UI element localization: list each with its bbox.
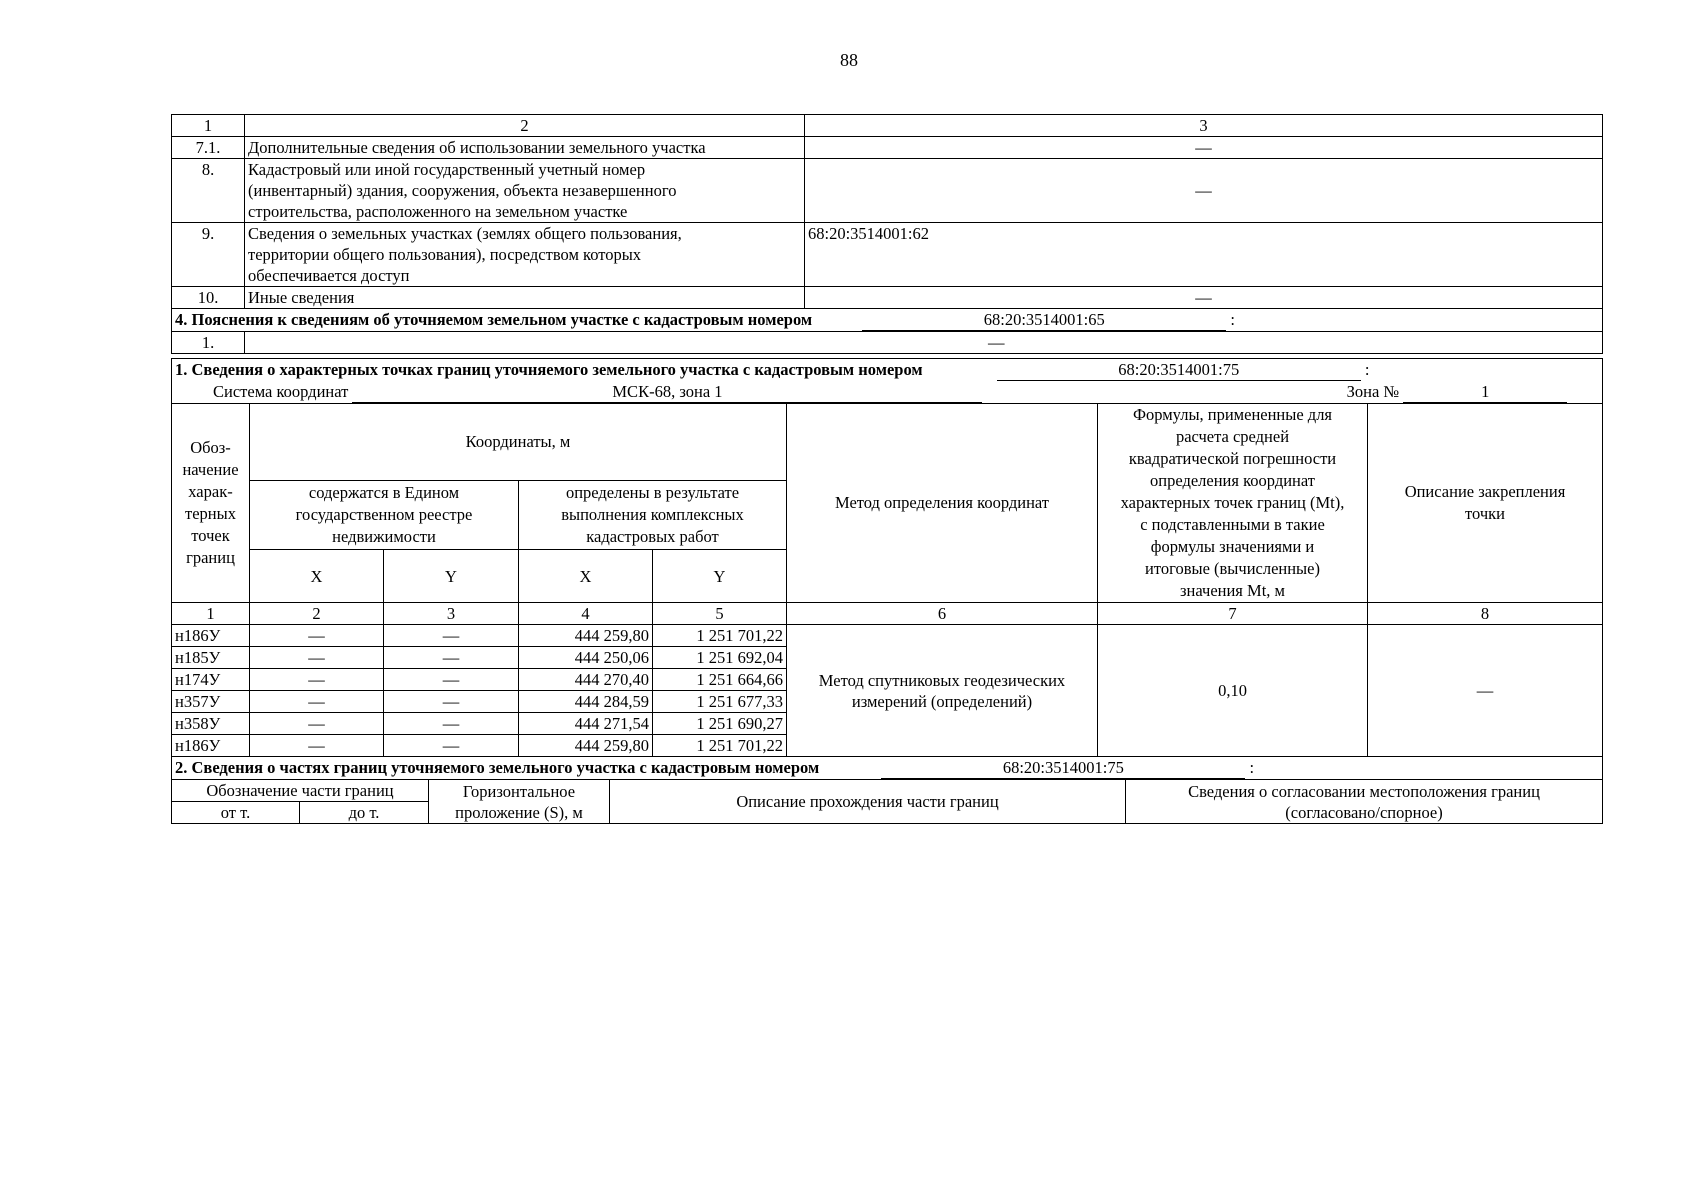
section4-title xyxy=(172,309,1603,332)
section-title-text: 2. Сведения о частях границ уточняемого земельного участка с кадастровым номером xyxy=(175,758,820,777)
egrn-y: — xyxy=(384,625,519,647)
point-name: н185У xyxy=(172,647,250,669)
section-title-text: 1. Сведения о характерных точках границ уточняемого земельного участка с кадастровым номером xyxy=(175,360,923,379)
row-label-line: обеспечивается доступ xyxy=(248,266,410,285)
section4-title-row xyxy=(172,309,1603,332)
row-label-line: строительства, расположенного на земельном участке xyxy=(248,202,628,221)
table-row xyxy=(172,223,1603,287)
row-label-line: территории общего пользования), посредством которых xyxy=(248,245,642,264)
table-row xyxy=(172,159,1603,223)
fixing-value: — xyxy=(1368,625,1603,757)
row-label-line: (инвентарный) здания, сооружения, объекта незавершенного xyxy=(248,181,677,200)
to-header: до т. xyxy=(300,802,429,824)
point-name: н357У xyxy=(172,691,250,713)
table-header-row xyxy=(172,115,1603,137)
header-line: формулы значениями и xyxy=(1150,537,1315,556)
header-line: квадратической погрешности xyxy=(1128,449,1337,468)
col-header-2: 2 xyxy=(245,115,805,137)
section2-title xyxy=(172,757,1603,780)
colon: : xyxy=(1249,758,1255,777)
header-line: начение xyxy=(182,460,239,479)
header-line: проложение (S), м xyxy=(455,802,583,822)
parts-header-row xyxy=(172,780,1603,802)
agreement-header xyxy=(1126,780,1603,824)
document xyxy=(171,114,1603,824)
point-name: н174У xyxy=(172,669,250,691)
point-name: н186У xyxy=(172,625,250,647)
complex-header xyxy=(519,481,787,550)
header-line: государственном реестре xyxy=(295,505,473,524)
x-header: X xyxy=(519,550,653,603)
header-line: терных xyxy=(185,504,236,523)
row-label xyxy=(245,223,805,287)
row-number: 10. xyxy=(172,287,245,309)
header-line: выполнения комплексных xyxy=(561,505,744,524)
egrn-x: — xyxy=(250,691,384,713)
row-number: 1. xyxy=(172,332,245,354)
point-y: 1 251 677,33 xyxy=(653,691,787,713)
point-y: 1 251 692,04 xyxy=(653,647,787,669)
point-y: 1 251 690,27 xyxy=(653,713,787,735)
point-x: 444 250,06 xyxy=(519,647,653,669)
horizontal-header xyxy=(429,780,610,824)
row-value: 68:20:3514001:62 xyxy=(805,223,1603,287)
header-row xyxy=(172,404,1603,481)
y-header: Y xyxy=(653,550,787,603)
header-line: Сведения о согласовании местоположения границ xyxy=(1188,781,1540,801)
point-x: 444 259,80 xyxy=(519,735,653,757)
header-line: Горизонтальное xyxy=(462,781,576,801)
col-number: 2 xyxy=(250,603,384,625)
method-line: измерений (определений) xyxy=(851,691,1033,711)
coord-system-value: МСК-68, зона 1 xyxy=(352,381,982,403)
egrn-x: — xyxy=(250,647,384,669)
point-name: н186У xyxy=(172,735,250,757)
table-row xyxy=(172,137,1603,159)
egrn-y: — xyxy=(384,713,519,735)
part-designation-header: Обозначение части границ xyxy=(172,780,429,802)
header-line: определения координат xyxy=(1150,471,1315,490)
zone-value: 1 xyxy=(1403,381,1567,403)
coords-header: Координаты, м xyxy=(250,404,787,481)
zone-label: Зона № xyxy=(1346,382,1400,401)
point-y: 1 251 701,22 xyxy=(653,625,787,647)
col-header-1: 1 xyxy=(172,115,245,137)
row-label xyxy=(245,159,805,223)
point-x: 444 259,80 xyxy=(519,625,653,647)
row-label-line: Сведения о земельных участках (землях общего пользования, xyxy=(248,224,682,243)
header-line: определены в результате xyxy=(565,483,740,502)
cadastral-number: 68:20:3514001:65 xyxy=(862,309,1226,331)
header-line: расчета средней xyxy=(1175,427,1290,446)
section1-title xyxy=(172,359,1603,382)
header-line: Описание закрепления xyxy=(1404,482,1566,501)
header-line: содержатся в Едином xyxy=(308,483,460,502)
col-number: 3 xyxy=(384,603,519,625)
egrn-y: — xyxy=(384,647,519,669)
table-row xyxy=(172,332,1603,354)
fixing-header xyxy=(1368,404,1603,603)
col-number-row xyxy=(172,603,1603,625)
coord-system xyxy=(172,381,1603,404)
egrn-y: — xyxy=(384,735,519,757)
method-header: Метод определения координат xyxy=(787,404,1098,603)
method-line: Метод спутниковых геодезических xyxy=(818,670,1066,690)
point-x: 444 284,59 xyxy=(519,691,653,713)
egrn-x: — xyxy=(250,625,384,647)
col-number: 7 xyxy=(1098,603,1368,625)
row-label: Дополнительные сведения об использовании земельного участка xyxy=(245,137,805,159)
col-header-3: 3 xyxy=(805,115,1603,137)
header-line: недвижимости xyxy=(332,527,436,546)
header-line: с подставленными в такие xyxy=(1140,515,1325,534)
header-line: харак- xyxy=(188,482,233,501)
header-line: точки xyxy=(1465,504,1505,523)
point-name: н358У xyxy=(172,713,250,735)
row-number: 9. xyxy=(172,223,245,287)
header-line: Формулы, примененные для xyxy=(1132,405,1333,424)
cadastral-number: 68:20:3514001:75 xyxy=(997,359,1361,381)
top-table xyxy=(171,114,1603,354)
section2-title-row xyxy=(172,757,1603,780)
header-line: кадастровых работ xyxy=(586,527,719,546)
row-value: — xyxy=(805,287,1603,309)
col-number: 1 xyxy=(172,603,250,625)
egrn-x: — xyxy=(250,735,384,757)
y-header: Y xyxy=(384,550,519,603)
egrn-y: — xyxy=(384,691,519,713)
row-label: Иные сведения xyxy=(245,287,805,309)
col-number: 6 xyxy=(787,603,1098,625)
egrn-x: — xyxy=(250,713,384,735)
header-line: Обоз- xyxy=(190,438,231,457)
row-value xyxy=(245,332,1603,354)
points-table xyxy=(171,358,1603,780)
header-line: характерных точек границ (Mt), xyxy=(1120,493,1345,512)
col-number: 4 xyxy=(519,603,653,625)
point-row xyxy=(172,625,1603,647)
row-value: — xyxy=(805,137,1603,159)
x-header: X xyxy=(250,550,384,603)
row-value: — xyxy=(805,159,1603,223)
colon: : xyxy=(1230,310,1235,329)
point-y: 1 251 701,22 xyxy=(653,735,787,757)
header-line: границ xyxy=(186,548,235,567)
parts-table xyxy=(171,780,1603,824)
colon: : xyxy=(1364,360,1370,379)
from-header: от т. xyxy=(172,802,300,824)
formulas-header xyxy=(1098,404,1368,603)
point-y: 1 251 664,66 xyxy=(653,669,787,691)
point-x: 444 271,54 xyxy=(519,713,653,735)
table-row xyxy=(172,287,1603,309)
col-number: 8 xyxy=(1368,603,1603,625)
egrn-x: — xyxy=(250,669,384,691)
section1-title-row xyxy=(172,359,1603,382)
page-number: 88 xyxy=(840,50,858,70)
header-line: (согласовано/спорное) xyxy=(1285,802,1443,822)
mt-value: 0,10 xyxy=(1098,625,1368,757)
cadastral-number: 68:20:3514001:75 xyxy=(881,757,1245,779)
egrn-header xyxy=(250,481,519,550)
section-title-text: 4. Пояснения к сведениям об уточняемом земельном участке с кадастровым номером xyxy=(175,310,813,329)
egrn-y: — xyxy=(384,669,519,691)
col-number: 5 xyxy=(653,603,787,625)
header-line: значения Mt, м xyxy=(1180,581,1285,600)
row-number: 7.1. xyxy=(172,137,245,159)
description-header: Описание прохождения части границ xyxy=(610,780,1126,824)
row-label-line: Кадастровый или иной государственный учетный номер xyxy=(248,160,646,179)
point-x: 444 270,40 xyxy=(519,669,653,691)
row-number: 8. xyxy=(172,159,245,223)
method-value xyxy=(787,625,1098,757)
coord-system-row xyxy=(172,381,1603,404)
designation-header xyxy=(172,404,250,603)
header-line: итоговые (вычисленные) xyxy=(1145,559,1320,578)
row-value-text: — xyxy=(988,333,1005,352)
coord-system-label: Система координат xyxy=(213,382,349,401)
header-line: точек xyxy=(191,526,230,545)
